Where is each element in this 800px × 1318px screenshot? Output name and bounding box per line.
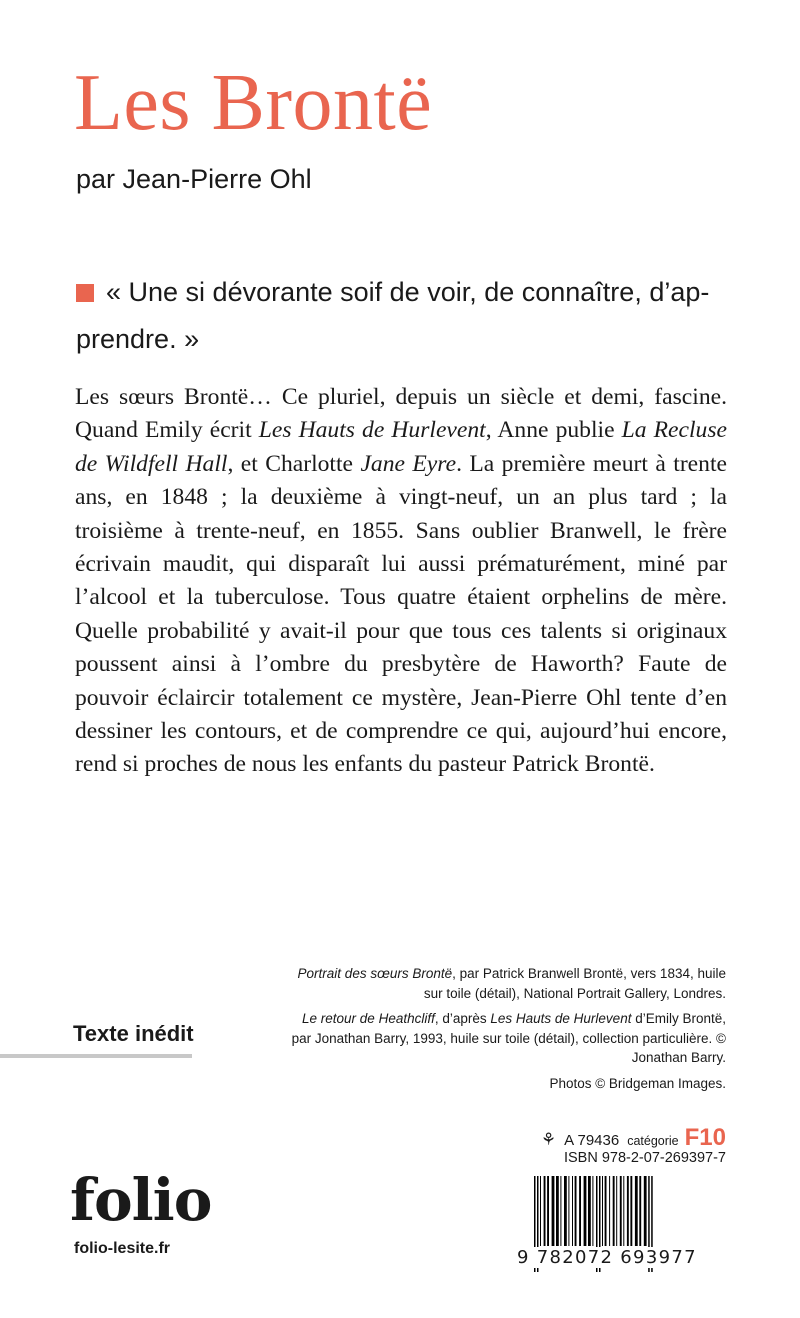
barcode-bar [552, 1176, 555, 1246]
barcode-bar [579, 1176, 581, 1246]
barcode-bar [609, 1176, 610, 1246]
barcode-bar [616, 1176, 617, 1246]
barcode-bar [620, 1176, 622, 1246]
barcode-bar [644, 1176, 647, 1246]
credit-line: Portrait des sœurs Brontë, par Patrick Branwell Brontë, vers 1834, huile sur toile (détail), National Portrait Gallery, Londres. [297, 966, 726, 1001]
pull-quote-text: « Une si dévorante soif de voir, de connaître, d’apprendre. » [76, 277, 710, 354]
barcode-bar [623, 1176, 624, 1246]
barcode-bar [635, 1176, 638, 1246]
catalog-number: A 79436 [564, 1132, 620, 1149]
isbn: ISBN 978-2-07-269397-7 [563, 1150, 726, 1166]
barcode-bar [627, 1176, 629, 1246]
book-blurb: Les sœurs Brontë… Ce pluriel, depuis un siècle et demi, fascine. Quand Emily écrit Les Hauts de Hurlevent, Anne publie La Recluse de Wildfell Hall, et Charlotte Jane Eyre. La première meurt à trente ans, en 1848 ; la deuxième à vingt-neuf, un an plus tard ; la troisième à trente-neuf, en 1855. Sans oublier Branwell, le frère écrivain maudit, qui disparaît lui aussi prématurément, miné par l’alcool et la tuberculose. Tous quatre étaient orphelins de mère. Quelle probabilité y avait-il pour que tous ces talents si originaux poussent ainsi à l’ombre du presbytère de Haworth? Faute de pouvoir éclaircir totalement ce mystère, Jean-Pierre Ohl tente d’en dessiner les contours, et de comprendre ce qui, aujourd’hui encore, rend si proches de nous les enfants du pasteur Patrick Brontë. [75, 384, 727, 778]
barcode-bar [540, 1176, 541, 1246]
credit-line: Le retour de Heathcliff, d’après Les Hauts de Hurlevent d’Emily Brontë, par Jonathan Barry, 1993, huile sur toile (détail), collection particulière. © Jonathan Barry. [291, 1011, 726, 1065]
category-value: F10 [684, 1124, 726, 1151]
barcode-number: 9 782072 693977 [517, 1247, 697, 1268]
credit-line: Photos © Bridgeman Images. [549, 1075, 726, 1091]
book-title: Les Brontë [74, 59, 433, 147]
catalog-line [520, 1126, 726, 1150]
category-label: catégorie [627, 1134, 679, 1148]
texte-inedit-label: Texte inédit [73, 1021, 194, 1046]
collection-symbol-icon: ⚘ [540, 1130, 557, 1149]
barcode-bar [588, 1176, 591, 1246]
barcode-bar [602, 1176, 603, 1246]
barcode-bar [605, 1176, 607, 1246]
barcode-bar [564, 1176, 567, 1246]
barcode-bar [630, 1176, 632, 1246]
barcode-bar [547, 1176, 549, 1246]
quote-square-icon [76, 284, 94, 302]
barcode-bar [584, 1176, 587, 1246]
barcode-bar [560, 1176, 561, 1246]
barcode-bar [572, 1176, 573, 1246]
barcode-bar [575, 1176, 577, 1246]
book-author: par Jean-Pierre Ohl [76, 164, 312, 194]
folio-logo: folio [70, 1166, 212, 1234]
barcode-bar [556, 1176, 559, 1246]
texte-inedit-rule [0, 1054, 192, 1058]
barcode-bar [639, 1176, 641, 1246]
barcode-bar [544, 1176, 546, 1246]
barcode-bar [613, 1176, 615, 1246]
barcode-bar [568, 1176, 569, 1246]
barcode-bar [592, 1176, 593, 1246]
pull-quote [76, 269, 726, 363]
publisher-site-link[interactable]: folio-lesite.fr [74, 1240, 171, 1257]
image-credits [286, 964, 726, 1099]
